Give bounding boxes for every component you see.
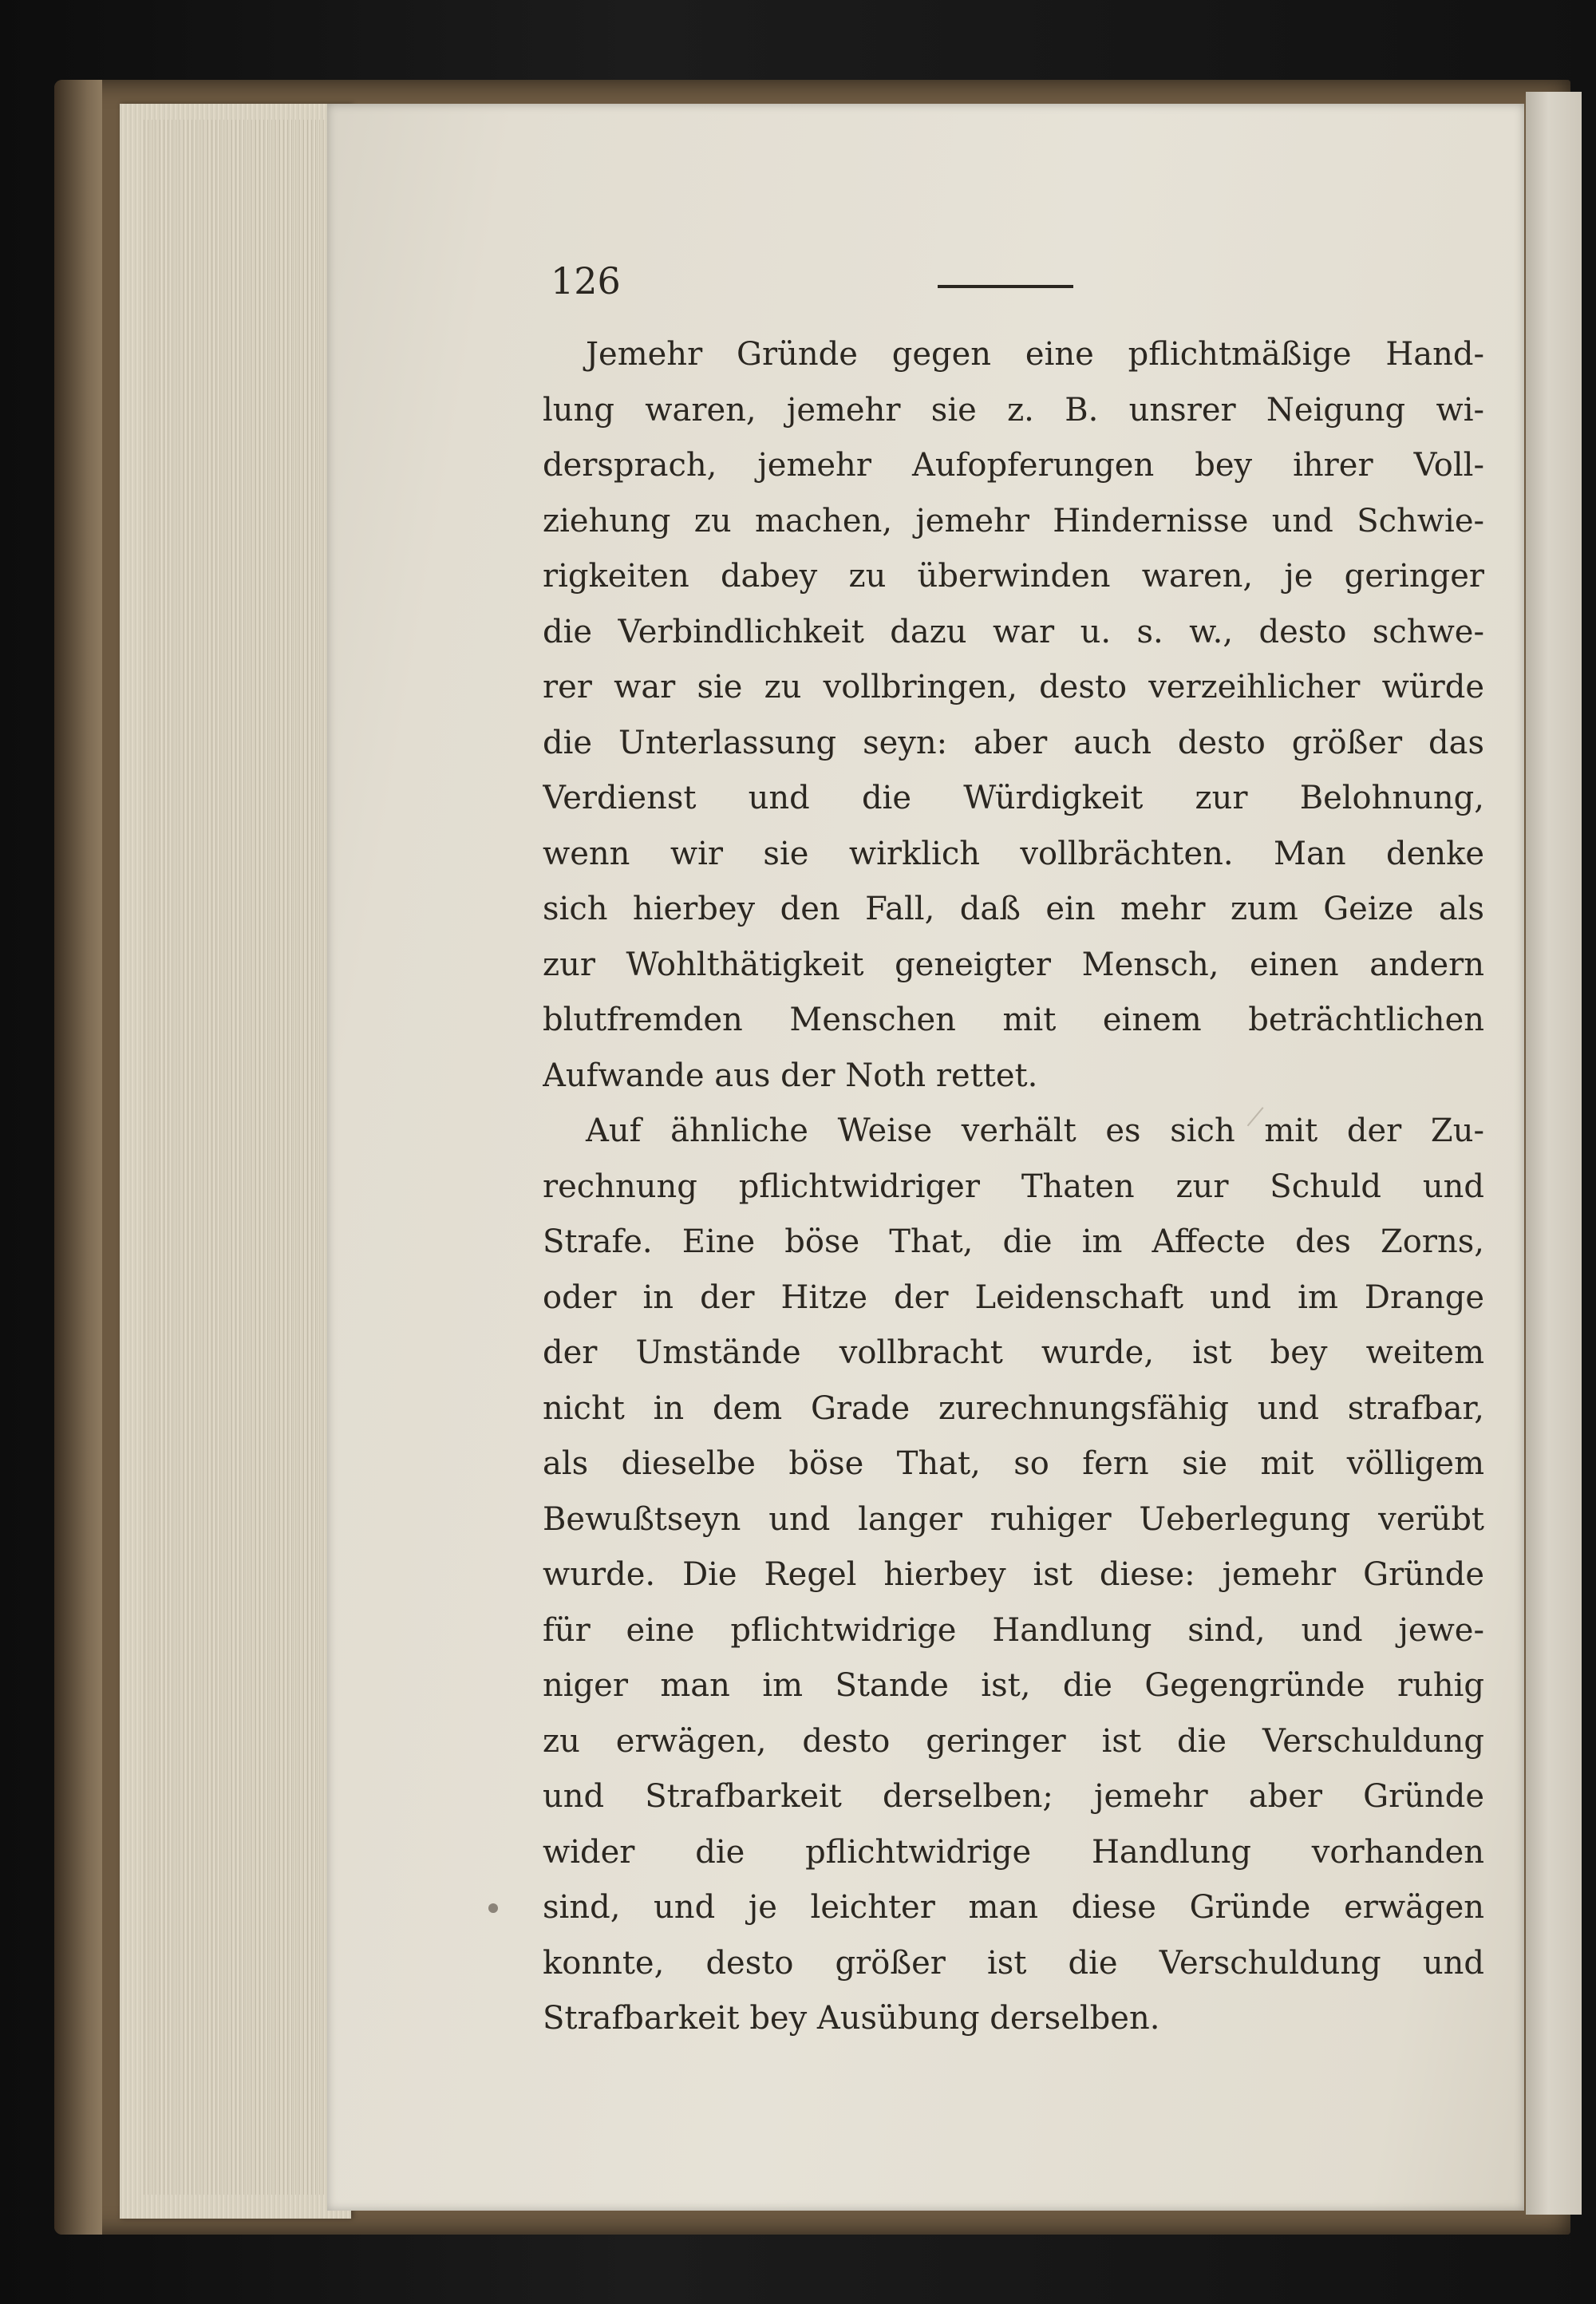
text-line: konnte, desto größer ist die Verschuldung und — [543, 1944, 1484, 1982]
body-text — [543, 327, 1484, 2047]
page-stack-edge — [144, 120, 343, 2195]
text-line: blutfremden Menschen mit einem beträchtlichen — [543, 1002, 1484, 1038]
page-header — [551, 259, 1484, 315]
text-line: sind, und je leichter man diese Gründe erwägen — [543, 1889, 1484, 1926]
text-line: lung waren, jemehr sie z. B. unsrer Neigung wi- — [543, 391, 1484, 429]
text-line: nicht in dem Grade zurechnungsfähig und strafbar, — [543, 1389, 1484, 1427]
text-line: Bewußtseyn und langer ruhiger Ueberlegung verübt — [543, 1500, 1484, 1538]
text-line: zu erwägen, desto geringer ist die Verschuldung — [543, 1722, 1484, 1760]
text-line: niger man im Stande ist, die Gegengründe ruhig — [543, 1667, 1484, 1704]
text-line: Auf ähnliche Weise verhält es sich mit der Zu- — [586, 1112, 1484, 1149]
text-line: wenn wir sie wirklich vollbrächten. Man denke — [543, 835, 1484, 872]
text-line: der Umstände vollbracht wurde, ist bey weitem — [543, 1334, 1484, 1371]
paper-spot — [488, 1903, 498, 1913]
text-line: ziehung zu machen, jemehr Hindernisse und Schwie- — [543, 502, 1484, 539]
text-line: Aufwande aus der Noth rettet. — [543, 1057, 1038, 1094]
text-line: Jemehr Gründe gegen eine pflichtmäßige Hand- — [586, 336, 1484, 373]
text-line: Verdienst und die Würdigkeit zur Belohnung, — [543, 780, 1484, 816]
text-line: rechnung pflichtwidriger Thaten zur Schuld und — [543, 1168, 1484, 1205]
facing-page-edge — [1526, 92, 1582, 2215]
text-line: rigkeiten dabey zu überwinden waren, je geringer — [543, 558, 1484, 595]
text-line: Strafe. Eine böse That, die im Affecte des Zorns, — [543, 1223, 1484, 1260]
text-line: und Strafbarkeit derselben; jemehr aber Gründe — [543, 1778, 1484, 1815]
text-line: für eine pflichtwidrige Handlung sind, und jewe- — [543, 1611, 1484, 1649]
text-line: sich hierbey den Fall, daß ein mehr zum Geize als — [543, 891, 1484, 927]
header-rule — [938, 285, 1073, 288]
text-line: rer war sie zu vollbringen, desto verzeihlicher würde — [543, 669, 1484, 705]
text-line: oder in der Hitze der Leidenschaft und im Drange — [543, 1278, 1484, 1316]
text-line: als dieselbe böse That, so fern sie mit völligem — [543, 1445, 1484, 1482]
page-number: 126 — [551, 259, 621, 302]
text-line: dersprach, jemehr Aufopferungen bey ihrer Voll- — [543, 447, 1484, 484]
text-line: Strafbarkeit bey Ausübung derselben. — [543, 2000, 1160, 2037]
text-line: wurde. Die Regel hierbey ist diese: jemehr Gründe — [543, 1556, 1484, 1593]
book-spine — [54, 80, 102, 2235]
text-line: die Unterlassung seyn: aber auch desto größer das — [543, 724, 1484, 761]
text-line: zur Wohlthätigkeit geneigter Mensch, einen andern — [543, 946, 1484, 983]
text-line: wider die pflichtwidrige Handlung vorhanden — [543, 1833, 1484, 1871]
text-line: die Verbindlichkeit dazu war u. s. w., desto schwe- — [543, 613, 1484, 650]
